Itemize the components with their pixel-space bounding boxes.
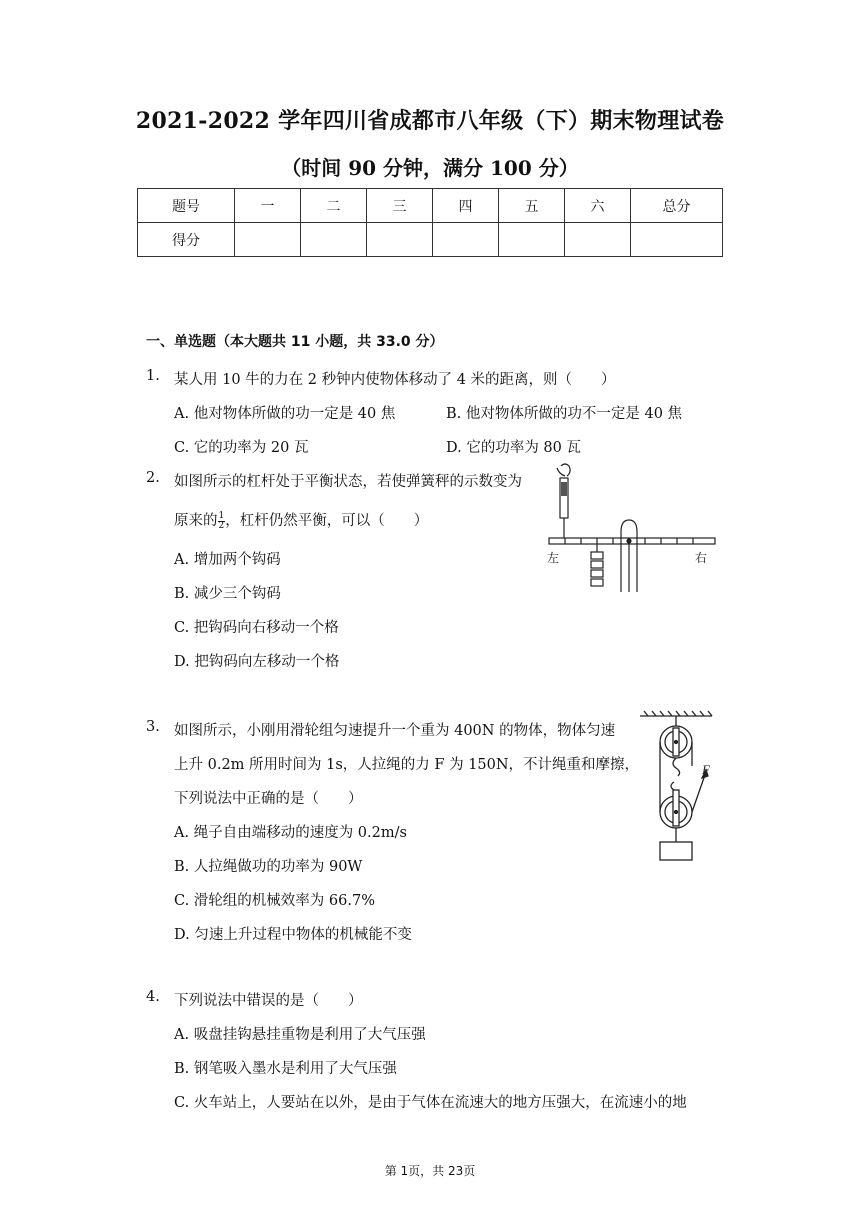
option-b: B. 他对物体所做的功不一定是 40 焦 <box>446 406 683 422</box>
question-stem: 某人用 10 牛的力在 2 秒钟内使物体移动了 4 米的距离，则（ ） <box>174 372 616 388</box>
fraction-denominator: 2 <box>218 520 225 531</box>
score-header-cell: 五 <box>499 189 565 223</box>
option-c: C. 滑轮组的机械效率为 66.7% <box>174 893 375 909</box>
option-c: C. 火车站上，人要站在以外，是由于气体在流速大的地方压强大，在流速小的地 <box>174 1095 687 1111</box>
label-left: 左 <box>547 551 560 565</box>
option-a: A. 吸盘挂钩悬挂重物是利用了大气压强 <box>174 1027 426 1043</box>
score-header-cell: 二 <box>301 189 367 223</box>
score-cell <box>433 223 499 257</box>
option-a: A. 绳子自由端移动的速度为 0.2m/s <box>174 825 407 841</box>
score-header-cell: 一 <box>235 189 301 223</box>
question-number: 3. <box>146 719 160 735</box>
option-b: B. 钢笔吸入墨水是利用了大气压强 <box>174 1061 397 1077</box>
score-table-score-row <box>138 223 723 257</box>
stem-text: ，杠杆仍然平衡，可以（ ） <box>225 513 429 529</box>
pulley-figure <box>638 710 718 862</box>
option-d: D. 匀速上升过程中物体的机械能不变 <box>174 927 412 943</box>
option-c: C. 它的功率为 20 瓦 <box>174 440 309 456</box>
stem-text: 原来的 <box>174 513 218 529</box>
score-table-header-row <box>138 189 723 223</box>
score-header-cell: 题号 <box>138 189 235 223</box>
section-heading: 一、单选题（本大题共 11 小题，共 33.0 分） <box>146 334 444 350</box>
score-header-cell: 六 <box>565 189 631 223</box>
score-header-cell: 总分 <box>631 189 723 223</box>
page-title: 2021-2022 学年四川省成都市八年级（下）期末物理试卷 <box>135 108 725 134</box>
question-number: 4. <box>146 989 160 1005</box>
score-table <box>137 188 723 257</box>
score-cell <box>631 223 723 257</box>
question-stem-line2 <box>174 509 428 531</box>
score-cell <box>499 223 565 257</box>
score-header-cell: 四 <box>433 189 499 223</box>
score-header-cell: 三 <box>367 189 433 223</box>
question-stem-line2: 上升 0.2m 所用时间为 1s，人拉绳的力 F 为 150N，不计绳重和摩擦， <box>174 757 640 773</box>
option-b: B. 减少三个钩码 <box>174 586 281 602</box>
option-a: A. 他对物体所做的功一定是 40 焦 <box>174 406 396 422</box>
force-label: F <box>702 762 710 777</box>
question-stem: 如图所示的杠杆处于平衡状态，若使弹簧秤的示数变为 <box>174 474 522 490</box>
question-stem-line3: 下列说法中正确的是（ ） <box>174 791 363 807</box>
lever-figure <box>545 462 717 592</box>
score-cell <box>235 223 301 257</box>
question-stem: 下列说法中错误的是（ ） <box>174 993 363 1009</box>
score-row-label: 得分 <box>138 223 235 257</box>
option-b: B. 人拉绳做功的功率为 90W <box>174 859 363 875</box>
score-cell <box>565 223 631 257</box>
label-right: 右 <box>695 551 708 565</box>
option-d: D. 把钩码向左移动一个格 <box>174 654 340 670</box>
score-cell <box>367 223 433 257</box>
question-number: 2. <box>146 470 160 486</box>
score-cell <box>301 223 367 257</box>
question-number: 1. <box>146 368 160 384</box>
page-subtitle: （时间 90 分钟，满分 100 分） <box>281 156 579 180</box>
question-stem: 如图所示，小刚用滑轮组匀速提升一个重为 400N 的物体，物体匀速 <box>174 723 616 739</box>
fraction-numerator: 1 <box>218 510 225 521</box>
page-footer: 第 1页，共 23页 <box>384 1164 476 1178</box>
option-c: C. 把钩码向右移动一个格 <box>174 620 339 636</box>
option-d: D. 它的功率为 80 瓦 <box>446 440 581 456</box>
option-a: A. 增加两个钩码 <box>174 552 281 568</box>
